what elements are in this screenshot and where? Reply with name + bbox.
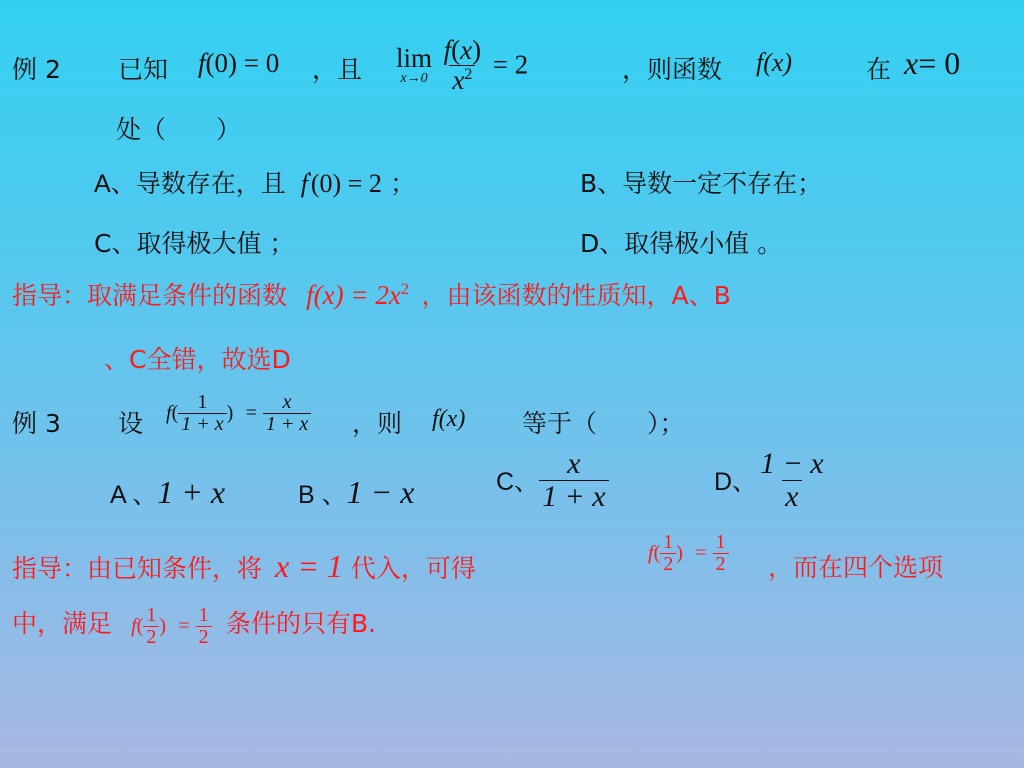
ex2-condition: f(0) = 0 <box>198 48 280 78</box>
ex2-where: 处（ ） <box>116 115 242 144</box>
ex3-function: f(x) <box>432 406 466 432</box>
limit-operator: lim x→0 <box>396 43 433 87</box>
ex2-and: ，且 <box>312 55 363 84</box>
ex2-option-d: D、取得极小值 。 <box>580 229 783 258</box>
ex3-let: 设 <box>118 409 144 438</box>
ex3-guide: 指导：由已知条件，将 x = 1 代入，可得 <box>12 548 476 584</box>
limit-fraction: $\frac{f(x)}{x^2}$ <box>443 35 482 96</box>
ex2-at: 在 <box>866 55 892 84</box>
ex2-guide-conclusion: 、C全错，故选D <box>104 345 291 374</box>
ex3-equals: 等于（ ）； <box>522 409 685 438</box>
ex3-then: ，则 <box>352 409 403 438</box>
ex2-then-function: ，则函数 <box>622 55 723 84</box>
ex3-option-c: C、 $\frac{x}{1 + x}$ <box>496 448 609 512</box>
ex2-point: x= 0 <box>904 45 961 81</box>
ex3-guide-result: f( $\frac{1}{2}$ ) = $\frac{1}{2}$ <box>648 532 729 575</box>
ex3-option-d: D、 $\frac{1 - x}{x}$ <box>714 447 824 513</box>
ex2-option-c: C、取得极大值 ； <box>94 229 295 258</box>
ex3-label: 例 3 <box>12 409 61 438</box>
ex2-function: f(x) <box>756 48 793 77</box>
ex3-option-b: B 、1 − x <box>298 474 415 510</box>
ex3-guide-continue: ，而在四个选项 <box>768 553 944 582</box>
ex3-definition: f( $\frac{1}{1 + x}$ ) = $\frac{x}{1 + x}$ <box>166 392 311 435</box>
ex2-guide: 指导：取满足条件的函数 $f(x) = 2x^2$ ，由该函数的性质知，A、B <box>12 280 731 310</box>
ex2-limit-expression: lim x→0 $\frac{f(x)}{x^2}$ = 2 <box>396 35 529 96</box>
ex2-option-a: A、导数存在，且 f'(0) = 2 ； <box>94 169 416 198</box>
ex3-guide-line2: 中，满足 f( $\frac{1}{2}$ ) = $\frac{1}{2}$ 条件的只有B. <box>12 604 377 648</box>
ex3-option-a: A 、1 + x <box>110 474 226 510</box>
ex2-label: 例 2 <box>12 55 61 84</box>
ex2-option-b: B、导数一定不存在； <box>580 169 823 198</box>
ex2-known: 已知 <box>118 55 169 84</box>
